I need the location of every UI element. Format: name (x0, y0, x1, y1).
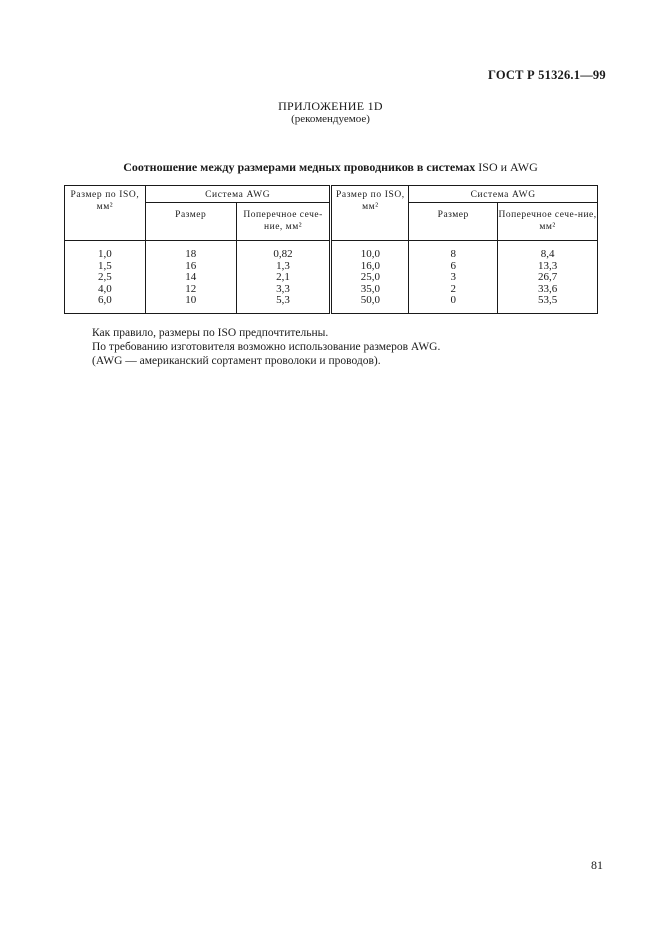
header-iso-size-left: Размер по ISO, мм² (65, 186, 146, 241)
table-cell: 5,3 (276, 294, 290, 306)
table-cell: 26,7 (537, 271, 558, 283)
table-title (0, 160, 661, 175)
table-title-normal: ISO и AWG (478, 160, 538, 174)
table-cell: 1,3 (276, 259, 290, 272)
awg-size-column-left (145, 241, 236, 314)
table-cell: 6 (450, 259, 456, 272)
table-cell: 33,6 (537, 282, 558, 295)
iso-size-column-left (65, 241, 146, 314)
document-code: ГОСТ Р 51326.1—99 (488, 68, 606, 82)
iso-size-column-right (331, 241, 409, 314)
table-cell: 3,3 (276, 282, 290, 295)
header-awg-system-right: Система AWG (409, 186, 598, 203)
table-cell: 0,82 (273, 248, 293, 260)
table-title-bold: Соотношение между размерами медных проводников в системах (123, 160, 476, 174)
table-cell: 6,0 (98, 294, 112, 306)
table-cell: 3 (450, 271, 456, 283)
table-cell: 25,0 (360, 271, 381, 283)
table-cell: 16 (185, 259, 197, 272)
table-cell: 16,0 (360, 259, 381, 272)
annex-title: ПРИЛОЖЕНИЕ 1D (278, 99, 383, 113)
table-cell: 8 (450, 248, 456, 260)
table-cell: 1,0 (98, 248, 112, 260)
table-cell: 53,5 (537, 294, 558, 306)
table-cell: 10,0 (360, 248, 381, 260)
table-cell: 8,4 (540, 248, 555, 260)
table-cell: 18 (185, 248, 197, 260)
table-cell: 14 (185, 271, 197, 283)
annex-subtitle: (рекомендуемое) (291, 113, 370, 125)
note-line: По требованию изготовителя возможно использование размеров AWG. (92, 341, 441, 353)
table-cell: 0 (450, 294, 456, 306)
awg-size-column-right (409, 241, 498, 314)
header-cross-section-left: Поперечное сече-ние, мм² (236, 203, 331, 241)
table-cell: 2,5 (98, 271, 112, 283)
table-cell: 1,5 (98, 259, 112, 272)
header-cross-section-right: Поперечное сече-ние, мм² (498, 203, 598, 241)
page-number: 81 (591, 858, 603, 872)
table-cell: 2 (450, 282, 456, 295)
note-line: Как правило, размеры по ISO предпочтительны. (92, 327, 329, 339)
table-cell: 10 (185, 294, 197, 306)
header-awg-size-right: Размер (409, 203, 498, 241)
table-cell: 13,3 (537, 259, 558, 272)
notes (92, 326, 440, 368)
table-cell: 50,0 (360, 294, 381, 306)
table-cell: 12 (185, 282, 197, 295)
header-iso-size-right: Размер по ISO, мм² (331, 186, 409, 241)
table-cell: 2,1 (276, 271, 290, 283)
conductor-size-table (64, 185, 598, 314)
header-awg-system-left: Система AWG (145, 186, 331, 203)
table-data-row (65, 241, 598, 314)
note-line: (AWG — американский сортамент проволоки и проводов). (92, 355, 381, 367)
header-awg-size-left: Размер (145, 203, 236, 241)
cross-section-column-left (236, 241, 331, 314)
table-cell: 35,0 (360, 282, 381, 295)
table-cell: 4,0 (98, 282, 112, 295)
cross-section-column-right (498, 241, 598, 314)
